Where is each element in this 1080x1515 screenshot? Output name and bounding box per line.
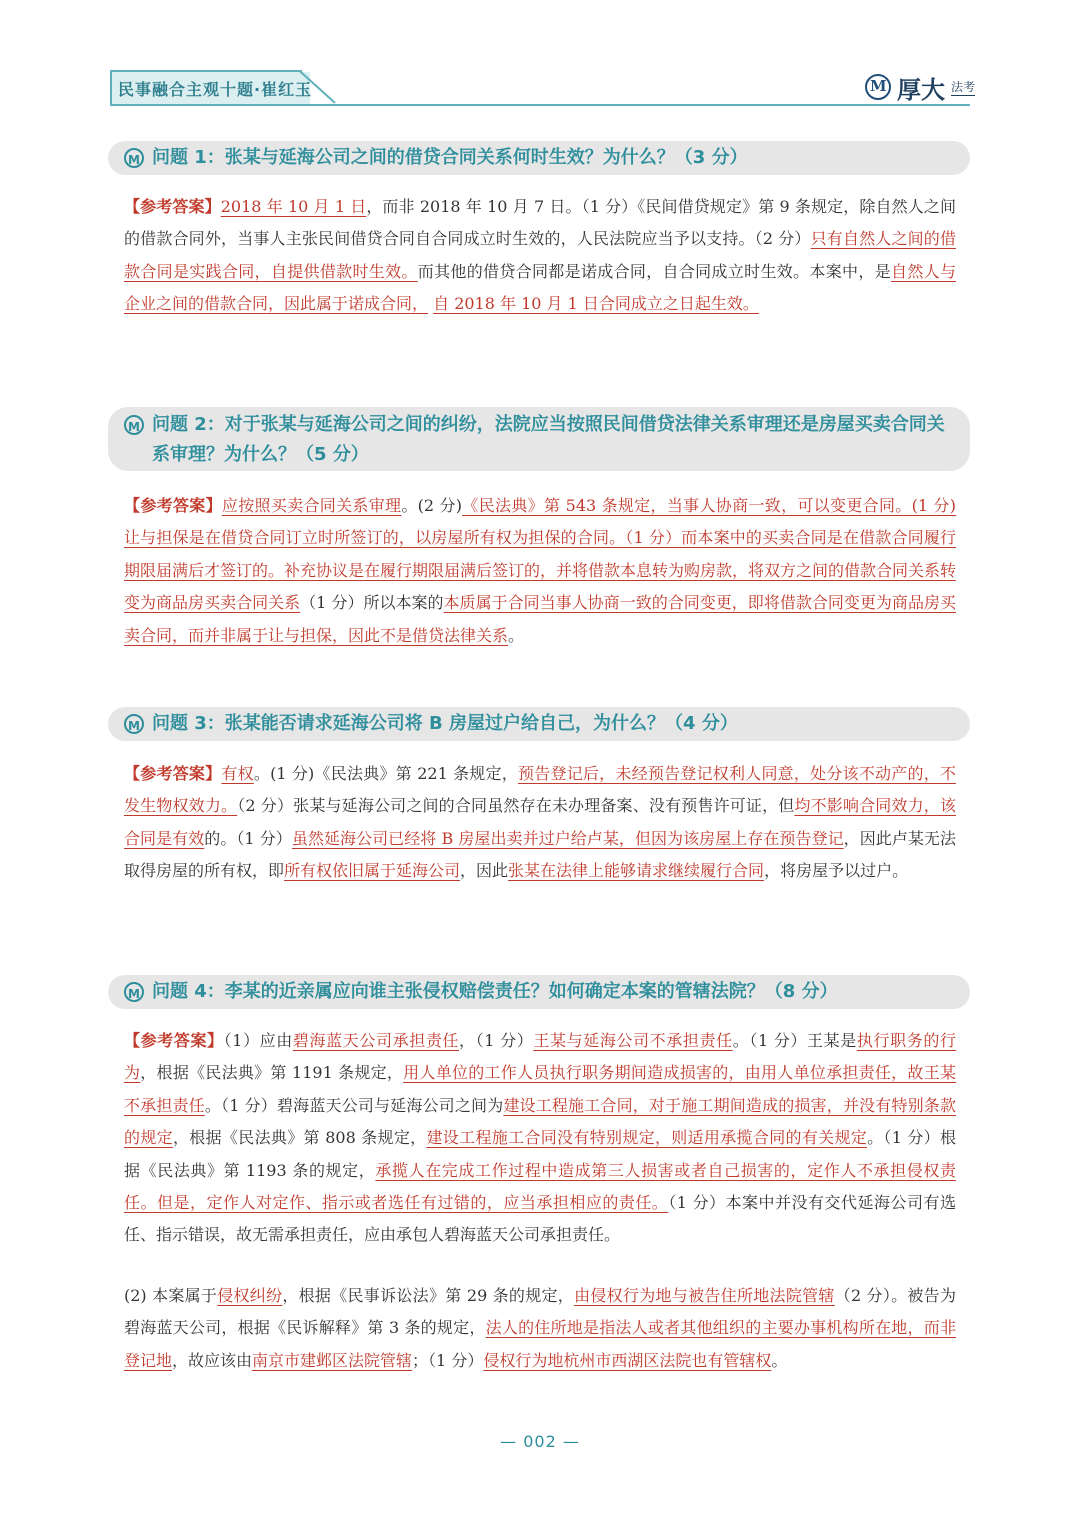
highlighted-answer-text: 2018 年 10 月 1 日 bbox=[220, 197, 367, 216]
highlighted-answer-text: 预告登记后，未经预告登记权利人同意，处分该不动产的，不发生物权效力。 bbox=[124, 764, 956, 816]
question-title: 问题 4：李某的近亲属应向谁主张侵权赔偿责任？如何确定本案的管辖法院？（8 分） bbox=[152, 981, 838, 1002]
highlighted-answer-text: 侵权行为地杭州市西湖区法院也有管辖权 bbox=[483, 1350, 772, 1370]
question-bar bbox=[108, 975, 970, 1009]
logo-text: 厚大 bbox=[897, 74, 945, 104]
highlighted-answer-text: 张某在法律上能够请求继续履行合同 bbox=[508, 861, 765, 881]
highlighted-answer-text: 建设工程施工合同，对于施工期间造成的损害，并没有特别条款的规定 bbox=[124, 1095, 956, 1148]
answer-text: ，故应该由 bbox=[172, 1350, 253, 1370]
answer-text: 的。（1 分） bbox=[204, 828, 292, 848]
highlighted-answer-text: 有权 bbox=[221, 764, 254, 783]
question-icon bbox=[124, 714, 144, 734]
answer-label: 【参考答案】 bbox=[124, 1031, 224, 1050]
highlighted-answer-text: 自然人与企业之间的借款合同，因此属于诺成合同， bbox=[124, 261, 956, 314]
highlighted-answer-text: 用人单位的工作人员执行职务期间造成损害的，由用人单位承担责任，故王某不承担责任 bbox=[124, 1063, 956, 1115]
highlighted-answer-text: 只有自然人之间的借款合同是实践合同，自提供借款时生效。 bbox=[124, 229, 956, 281]
header-title: 民事融合主观十题·崔红玉 bbox=[118, 80, 313, 99]
answer-paragraph bbox=[124, 490, 956, 652]
page-number: — 002 — bbox=[500, 1432, 580, 1451]
answer-text: ，因此 bbox=[460, 861, 509, 881]
question-title: 问题 1：张某与延海公司之间的借贷合同关系何时生效？为什么？（3 分） bbox=[152, 147, 748, 168]
answer-paragraph bbox=[124, 758, 956, 888]
highlighted-answer-text: 均不影响合同效力，该合同是有效 bbox=[124, 796, 956, 848]
answer-text: ，而非 2018 年 10 月 7 日。（1 分）《民间借贷规定》第 9 条规定，除自然人之间的借款合同外，当事人主张民间借贷合同自合同成立时生效的，人民法院应当予以支持。（2 分） bbox=[124, 197, 956, 249]
highlighted-answer-text: 法人的住所地是指法人或者其他组织的主要办事机构所在地，而非登记地 bbox=[124, 1318, 956, 1370]
highlighted-answer-text: 《民法典》第 543 条规定，当事人协商一致，可以变更合同。(1 分)让与担保是在借贷合同订立时所签订的，以房屋所有权为担保的合同。（1 分）而本案中的买卖合同是在借款合同履行期限届满后才签订的。补充协议是在履行期限届满后签订的，并将借款本息转为购房款，将双方之间的借款合同关系转变为商品房买卖合同关系 bbox=[124, 496, 957, 613]
logo-subtext: 法考 bbox=[951, 80, 976, 94]
question-icon bbox=[124, 148, 144, 168]
highlighted-answer-text: 建设工程施工合同没有特别规定，则适用承揽合同的有关规定 bbox=[426, 1128, 868, 1148]
answer-text: ，根据《民法典》第 1191 条规定， bbox=[140, 1063, 404, 1083]
answer-text: 。（1 分）根据《民法典》第 1193 条的规定， bbox=[124, 1128, 956, 1180]
question-bar bbox=[108, 407, 970, 471]
question-title: 问题 2：对于张某与延海公司之间的纠纷，法院应当按照民间借贷法律关系审理还是房屋买卖合同关系审理？为什么？（5 分） bbox=[152, 414, 945, 465]
brand-logo bbox=[865, 70, 975, 104]
answer-text: 。（1 分）王某是 bbox=[732, 1031, 857, 1050]
answer-text: 。(1 分)《民法典》第 221 条规定， bbox=[253, 764, 518, 783]
answer-label: 【参考答案】 bbox=[124, 496, 222, 515]
highlighted-answer-text: 由侵权行为地与被告住所地法院管辖 bbox=[574, 1286, 835, 1305]
question-bar bbox=[108, 141, 970, 175]
answer-text: ，（1 分） bbox=[459, 1031, 534, 1050]
answer-label: 【参考答案】 bbox=[124, 197, 221, 216]
question-icon bbox=[124, 415, 144, 435]
answer-text: ；（1 分） bbox=[412, 1350, 484, 1370]
answer-paragraph bbox=[124, 1025, 956, 1252]
header-rule bbox=[110, 104, 970, 106]
answer-paragraph-2 bbox=[124, 1280, 956, 1377]
highlighted-answer-text: 执行职务的行为 bbox=[124, 1031, 956, 1083]
answer-text: ，将房屋予以过户。 bbox=[764, 861, 909, 881]
answer-text: ，因此卢某无法取得房屋的所有权，即 bbox=[124, 828, 956, 881]
header-border-top bbox=[110, 70, 302, 72]
header-border-left bbox=[110, 70, 112, 106]
answer-text: （1 分）本案中并没有交代延海公司有选任、指示错误，故无需承担责任，应由承包人碧海蓝天公司承担责任。 bbox=[124, 1193, 956, 1245]
answer-text: 。（1 分）碧海蓝天公司与延海公司之间为 bbox=[204, 1095, 504, 1115]
question-title: 问题 3：张某能否请求延海公司将 B 房屋过户给自己，为什么？（4 分） bbox=[152, 713, 738, 734]
highlighted-answer-text: 本质属于合同当事人协商一致的合同变更，即将借款合同变更为商品房买卖合同，而并非属于让与担保，因此不是借贷法律关系 bbox=[124, 593, 956, 645]
answer-text: 。 bbox=[771, 1350, 788, 1370]
logo-icon bbox=[865, 74, 891, 100]
answer-text: （2 分）。被告为碧海蓝天公司，根据《民诉解释》第 3 条的规定， bbox=[124, 1286, 956, 1338]
answer-label: 【参考答案】 bbox=[124, 764, 222, 783]
highlighted-answer-text: 所有权依旧属于延海公司 bbox=[284, 861, 461, 881]
answer-text: 而其他的借贷合同都是诺成合同，自合同成立时生效。本案中，是 bbox=[417, 261, 892, 281]
highlighted-answer-text: 侵权纠纷 bbox=[217, 1286, 283, 1305]
page-header bbox=[0, 0, 1080, 110]
highlighted-answer-text: 南京市建邺区法院管辖 bbox=[252, 1350, 413, 1370]
answer-text: ，根据《民事诉讼法》第 29 条的规定， bbox=[282, 1286, 575, 1305]
highlighted-answer-text: 自 2018 年 10 月 1 日合同成立之日起生效。 bbox=[433, 294, 759, 314]
answer-text: ，根据《民法典》第 808 条规定， bbox=[172, 1128, 427, 1148]
answer-text: （2 分）张某与延海公司之间的合同虽然存在未办理备案、没有预售许可证，但 bbox=[237, 796, 795, 816]
highlighted-answer-text: 承揽人在完成工作过程中造成第三人损害或者自己损害的，定作人不承担侵权责任。但是，定作人对定作、指示或者选任有过错的，应当承担相应的责任。 bbox=[124, 1160, 956, 1213]
answer-text: （1 分）所以本案的 bbox=[300, 593, 444, 613]
highlighted-answer-text: 碧海蓝天公司承担责任 bbox=[292, 1031, 460, 1050]
highlighted-answer-text: 王某与延海公司不承担责任 bbox=[533, 1031, 733, 1050]
answer-text: (2) 本案属于 bbox=[124, 1286, 218, 1305]
answer-text: 。 bbox=[508, 625, 525, 645]
question-icon bbox=[124, 982, 144, 1002]
answer-text: （1）应由 bbox=[223, 1031, 293, 1050]
answer-paragraph bbox=[124, 191, 956, 321]
question-bar bbox=[108, 707, 970, 741]
answer-text: 。(2 分) bbox=[401, 496, 463, 515]
highlighted-answer-text: 虽然延海公司已经将 B 房屋出卖并过户给卢某，但因为该房屋上存在预告登记 bbox=[291, 828, 844, 848]
highlighted-answer-text: 应按照买卖合同关系审理 bbox=[221, 496, 402, 515]
